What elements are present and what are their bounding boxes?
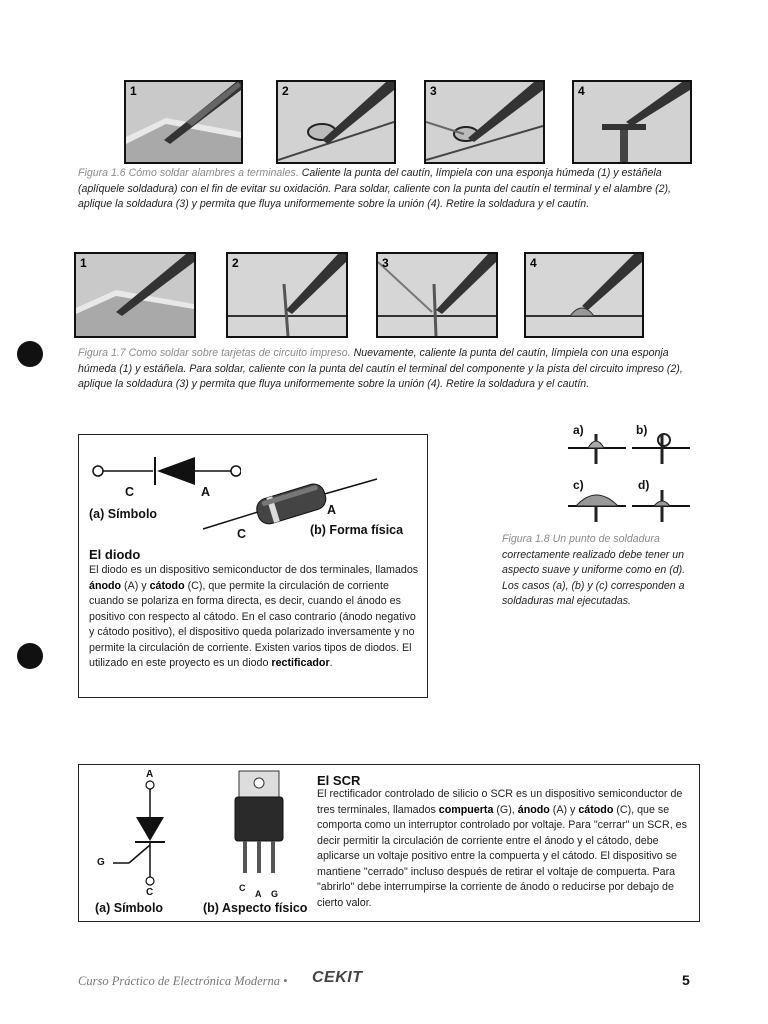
scr-text-part: El rectificador controlado de silicio o SCR es un dispositivo semiconductor de tres terminales, llamados [317,788,683,816]
soldering-iron-sponge-illustration [126,82,241,162]
fig17-caption [78,346,698,393]
scr-pin-c-label: C [239,883,246,893]
fig17-caption-lead: Figura 1.7 Como soldar sobre tarjetas de circuito impreso. [78,347,351,359]
diode-cathode-term: cátodo [149,579,185,592]
diode-text-part: (A) y [121,579,150,592]
solder-joint-c-illustration [568,486,626,522]
fig17-panel-number: 1 [80,256,87,270]
scr-symbol-caption: (a) Símbolo [95,901,164,915]
diode-rectifier-term: rectificador [271,657,330,669]
fig17-panel-number: 2 [232,256,239,270]
scr-physical-caption: (b) Aspecto físico [203,901,308,915]
fig18-caption-lead: Figura 1.8 Un punto de soldadura [502,533,660,545]
footer-course-title: Curso Práctico de Electrónica Moderna • [78,974,288,988]
scr-text-part: (C), que se comporta como un interruptor controlado por voltaje. Para "cerrar" un SCR, es decir permitir la circulación de corriente entre el ánodo y el cátodo, debe aplicarse un voltaje positivo entre la compuerta y el cátodo. El dispositivo se mantiene "cerrado" incluso después de retirar el voltaje de compuerta. Para "abrirlo" debe interrumpirse la corriente de ánodo o reducirse por debajo de cierto valor. [317,803,687,909]
scr-pin-g-label: G [271,889,279,899]
diode-symbol-caption: (a) Símbolo [89,507,158,521]
apply-solder-illustration [426,82,543,162]
page-number: 5 [682,972,690,988]
fig16-photo-1 [124,80,243,164]
fig17-caption-text: Nuevamente, caliente la punta del cautín, límpiela con una esponja húmeda (1) y estáñela. Para soldar, caliente con la punta del cautín el terminal del componente y la pista del circuito impreso (2), aplique la soldadura (3) y permita que fluya uniformemente sobre la unión (4). Retire la soldadura y el cautín. [78,347,683,390]
fig16-panel-number: 1 [130,84,137,98]
scr-package-illustration [229,769,299,881]
fig16-panel-number: 3 [430,84,437,98]
fig17-photo-2 [226,252,348,338]
solder-label-c: c) [573,478,584,492]
scr-gate-term: compuerta [438,803,494,816]
binder-hole-bottom [17,643,43,669]
fig16-panel-number: 2 [282,84,289,98]
solder-joint-d-illustration [632,486,690,522]
solder-joint-b-illustration [632,430,690,466]
diode-description [89,563,419,672]
scr-text-part: (A) y [549,803,579,816]
fig16-panel-number: 4 [578,84,585,98]
scr-description [317,787,689,911]
solder-label-b: b) [636,423,648,437]
scr-symbol-cathode-label: C [146,887,154,898]
diode-text-part: . [329,657,333,669]
scr-symbol-illustration [109,779,189,889]
binder-hole-top [17,341,43,367]
diode-title: El diodo [89,547,141,562]
apply-solder-pcb-illustration [378,254,496,336]
diode-anode-term: ánodo [89,579,122,592]
solder-joint-a-illustration [568,430,626,466]
fig17-photo-1 [74,252,196,338]
diode-physical-anode-label: A [327,503,337,517]
solder-flow-pcb-illustration [526,254,642,336]
scr-symbol-anode-label: A [146,769,154,780]
iron-pcb-illustration [228,254,346,336]
diode-physical-cathode-label: C [237,527,247,541]
fig17-panel-number: 4 [530,256,537,270]
fig17-photo-3 [376,252,498,338]
scr-title: El SCR [317,773,361,788]
diode-box [78,434,428,698]
footer-brand-logo: CEKIT [312,969,363,986]
scr-symbol-gate-label: G [97,857,105,868]
fig17-photo-4 [524,252,644,338]
scr-text-part: (G), [493,803,518,816]
fig16-photo-2 [276,80,396,164]
solder-flow-illustration [574,82,690,162]
fig16-caption [78,166,698,213]
fig18-caption-text: correctamente realizado debe tener un aspecto suave y uniforme como en (d). Los casos (a), (b) y (c) corresponden a soldaduras mal ejecutadas. [502,548,686,607]
scr-pin-a-label: A [255,889,262,899]
iron-terminal-illustration [278,82,394,162]
diode-text-part: (C), que permite la circulación de corriente cuando se polariza en forma directa, es decir, cuando el ánodo es positivo con respecto al cátodo. En el caso contrario (ánodo negativo y cátodo positivo), el dispositivo queda polarizado inversamente y no permite la circulación de corriente. Existen varios tipos de diodos. El utilizado en este proyecto es un diodo [89,579,416,669]
diode-symbol-cathode-label: C [125,485,135,499]
fig16-photo-4 [572,80,692,164]
diode-symbol-anode-label: A [201,485,211,499]
scr-box [78,764,700,922]
fig16-caption-lead: Figura 1.6 Cómo soldar alambres a terminales. [78,167,299,179]
soldering-iron-sponge-illustration [76,254,194,336]
scr-anode-term: ánodo [517,803,550,816]
solder-label-a: a) [573,423,584,437]
fig17-panel-number: 3 [382,256,389,270]
diode-physical-caption: (b) Forma física [310,523,404,537]
fig16-photo-3 [424,80,545,164]
solder-label-d: d) [638,478,650,492]
diode-text-part: El diodo es un dispositivo semiconductor de dos terminales, llamados [89,564,419,576]
fig18-caption [502,532,698,610]
fig16-caption-text: Caliente la punta del cautín, límpiela con una esponja húmeda (1) y estáñela (aplíquele soldadura) con el fin de evitar su oxidación. Para soldar, caliente con la punta del cautín el terminal y el alambre (2), aplique la soldadura (3) y permita que fluya uniformemente sobre la unión (4). Retire la soldadura y el cautín. [78,167,671,210]
scr-cathode-term: cátodo [578,803,614,816]
